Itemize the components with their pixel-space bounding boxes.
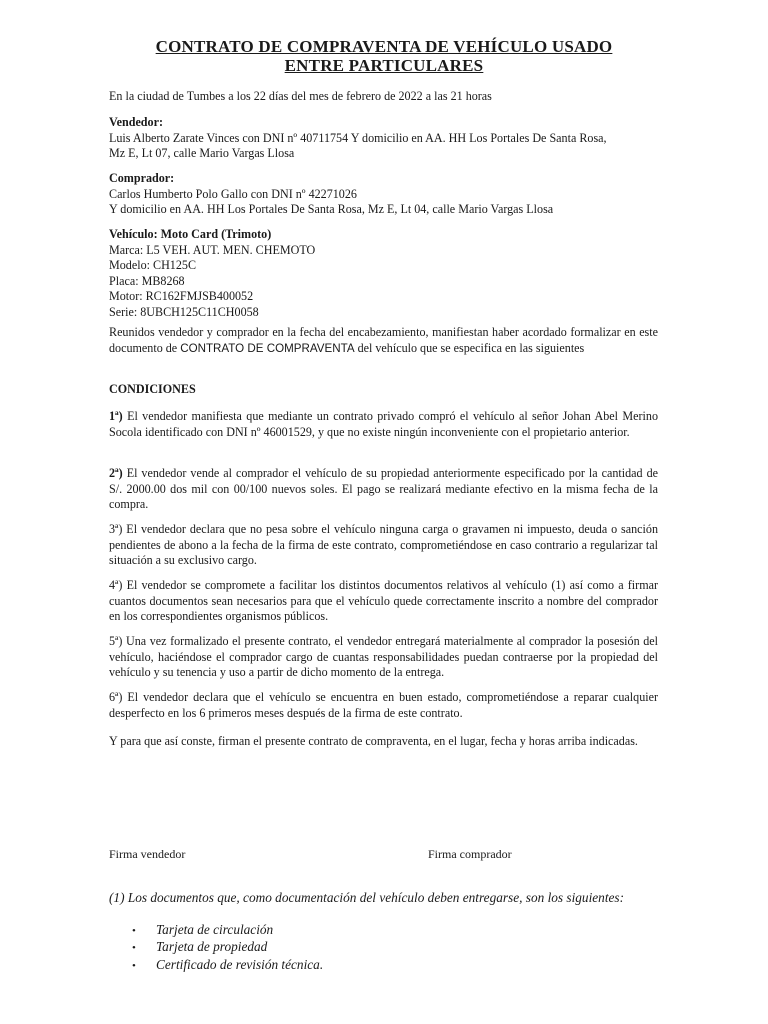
buyer-section xyxy=(109,171,658,218)
closing-paragraph: Y para que así conste, firman el presente contrato de compraventa, en el lugar, fecha y horas arriba indicadas. xyxy=(109,734,638,748)
condition-4: 4ª) El vendedor se compromete a facilitar los distintos documentos relativos al vehículo (1) así como a firmar cuantos documentos sean necesarios para que el vehículo quede correctamente inscrito a nombre del comprador en los correspondientes organismos públicos. xyxy=(109,578,658,623)
list-item xyxy=(132,939,323,956)
buyer-line1: Carlos Humberto Polo Gallo con DNI nº 42271026 xyxy=(109,186,357,201)
seller-line2: Mz E, Lt 07, calle Mario Vargas Llosa xyxy=(109,146,295,160)
agreement-text-part2: del vehículo que se especifica en las siguientes xyxy=(354,340,585,355)
bullet-icon: • xyxy=(132,959,136,972)
footnote-item-label: Certificado de revisión técnica. xyxy=(156,956,324,972)
condition-3: 3ª) El vendedor declara que no pesa sobre el vehículo ninguna carga o gravamen ni impuesto, deuda o sanción pendientes de abono a la fecha de la firma de este contrato, comprometiéndose en caso contrario a regularizar tal situación a su exclusivo cargo. xyxy=(109,522,658,567)
document-title-line2: ENTRE PARTICULARES xyxy=(284,56,484,75)
bullet-icon: • xyxy=(132,925,136,937)
vehicle-plate: Placa: MB8268 xyxy=(109,273,185,288)
agreement-contract-name: CONTRATO DE COMPRAVENTA xyxy=(180,341,355,355)
footnote-item-label: Tarjeta de propiedad xyxy=(156,939,268,955)
vehicle-serial: Serie: 8UBCH125C11CH0058 xyxy=(109,304,259,319)
vehicle-heading: Vehículo: Moto Card (Trimoto) xyxy=(109,227,272,241)
footnote-list xyxy=(132,922,323,974)
condition-1-number: 1ª) xyxy=(109,409,123,423)
intro-text: En la ciudad de Tumbes a los 22 días del mes de febrero de 2022 a las 21 horas xyxy=(109,89,492,103)
vehicle-section xyxy=(109,227,658,320)
condition-5: 5ª) Una vez formalizado el presente contrato, el vendedor entregará materialmente al comprador la posesión del vehículo, haciéndose el comprador cargo de cuantas responsabilidades puedan contraerse por la propiedad del vehículo y su tenencia y uso a partir de dicho momento de la entrega. xyxy=(109,634,658,679)
condition-6: 6ª) El vendedor declara que el vehículo se encuentra en buen estado, comprometiéndose a reparar cualquier desperfecto en los 6 primeros meses después de la firma de este contrato. xyxy=(109,690,658,720)
agreement-paragraph xyxy=(109,325,658,356)
list-item xyxy=(132,922,323,939)
seller-heading: Vendedor: xyxy=(109,115,163,129)
condition-2-number: 2ª) xyxy=(109,466,123,480)
bullet-icon: • xyxy=(132,942,136,955)
buyer-line2: Y domicilio en AA. HH Los Portales De Santa Rosa, Mz E, Lt 04, calle Mario Vargas Llosa xyxy=(109,202,554,216)
vehicle-brand: Marca: L5 VEH. AUT. MEN. CHEMOTO xyxy=(109,242,316,257)
seller-section xyxy=(109,115,658,162)
conditions-heading: CONDICIONES xyxy=(109,382,196,396)
intro-paragraph xyxy=(109,89,658,105)
buyer-heading: Comprador: xyxy=(109,171,175,185)
condition-1 xyxy=(109,409,658,440)
vehicle-model: Modelo: CH125C xyxy=(109,258,197,272)
footnote-item-label: Tarjeta de circulación xyxy=(156,922,274,937)
condition-1-text: El vendedor manifiesta que mediante un contrato privado compró el vehículo al señor Johan Abel Merino Socola identificado con DNI nº 46001529, y que no existe ningún inconveniente con el propietario anterior. xyxy=(109,409,658,439)
seller-line1: Luis Alberto Zarate Vinces con DNI nº 40711754 Y domicilio en AA. HH Los Portales De Santa Rosa, xyxy=(109,130,607,145)
vehicle-engine: Motor: RC162FMJSB400052 xyxy=(109,289,254,303)
agreement-text-part1: Reunidos vendedor y comprador en la fecha del encabezamiento, manifiestan haber acordado formalizar en este documento de xyxy=(109,325,658,355)
buyer-signature-label: Firma comprador xyxy=(428,847,512,861)
seller-signature-label: Firma vendedor xyxy=(109,847,186,861)
condition-2-text: El vendedor vende al comprador el vehículo de su propiedad anteriormente especificado por la cantidad de S/. 2000.00 dos mil con 00/100 nuevos soles. El pago se realizará mediante efectivo en la misma fecha de la compra. xyxy=(109,466,658,511)
condition-2 xyxy=(109,466,658,513)
list-item xyxy=(132,957,323,974)
footnote-text: (1) Los documentos que, como documentación del vehículo deben entregarse, son los siguientes: xyxy=(109,890,625,905)
document-title-line1: CONTRATO DE COMPRAVENTA DE VEHÍCULO USADO xyxy=(155,37,613,56)
